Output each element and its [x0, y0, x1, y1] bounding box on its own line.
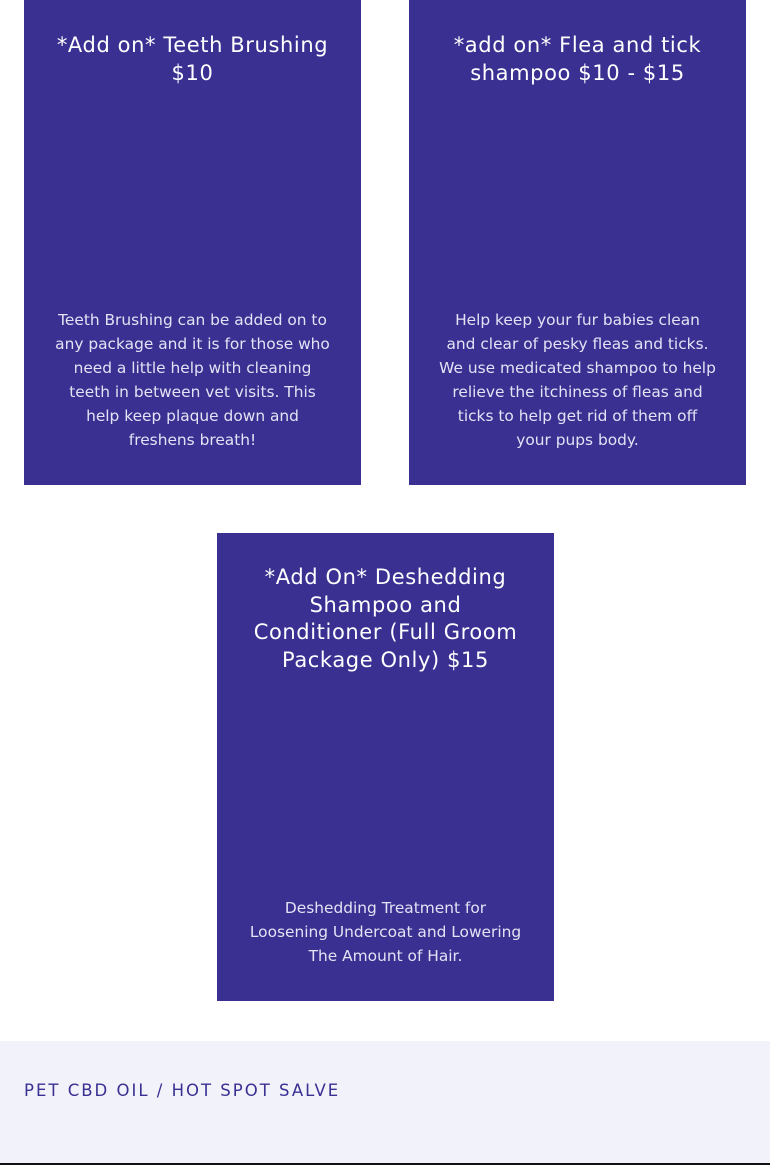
service-card-description: Deshedding Treatment for Loosening Undercoat and Lowering The Amount of Hair. [249, 899, 522, 965]
service-card-deshedding-shampoo [217, 533, 554, 1001]
service-card-title: *Add on* Teeth Brushing $10 [56, 33, 329, 85]
service-card-flea-tick-shampoo [409, 0, 746, 485]
cbd-oil-section [0, 1041, 770, 1165]
service-card-title: *add on* Flea and tick shampoo $10 - $15 [453, 33, 702, 85]
service-card-description: Help keep your fur babies clean and clear of pesky fleas and ticks. We use medicated shampoo to help relieve the itchiness of fleas and ticks to help get rid of them off your pups body. [439, 311, 716, 449]
service-card-title: *Add On* Deshedding Shampoo and Conditioner (Full Groom Package Only) $15 [253, 565, 518, 672]
service-card-teeth-brushing [24, 0, 361, 485]
section-heading: PET CBD OIL / HOT SPOT SALVE [24, 1081, 341, 1100]
service-card-description: Teeth Brushing can be added on to any package and it is for those who need a little help with cleaning teeth in between vet visits. This help keep plaque down and freshens breath! [55, 311, 330, 449]
